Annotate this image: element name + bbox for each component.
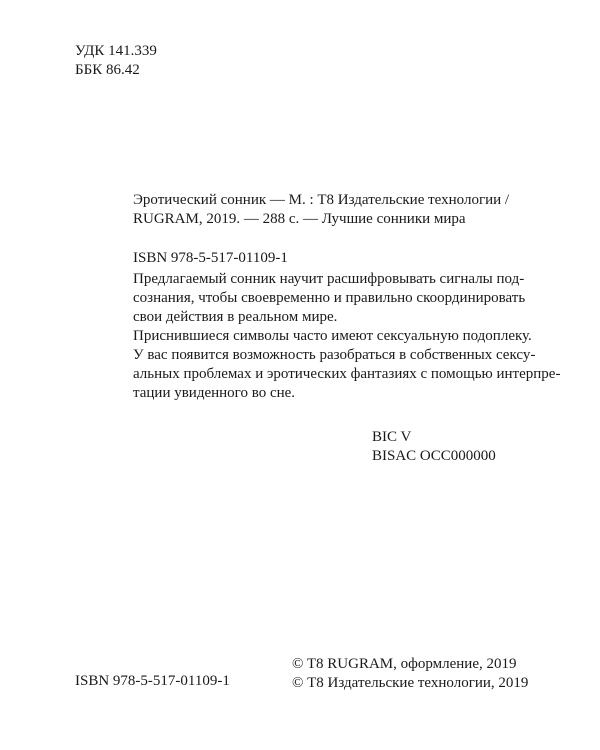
copyright-line-2: © Т8 Издательские технологии, 2019 — [292, 675, 529, 691]
annotation-p1-line-2: сознания, чтобы своевременно и правильно скоординировать — [133, 290, 526, 306]
copyright-block — [292, 655, 528, 693]
classification-codes — [372, 428, 496, 466]
annotation-p1-line-3: свои действия в реальном мире. — [133, 309, 338, 325]
bisac-code: BISAC OCC000000 — [372, 448, 496, 464]
description-line-1: Эротический сонник — М. : Т8 Издательские технологии / — [133, 192, 510, 208]
isbn-main: ISBN 978-5-517-01109-1 — [133, 250, 288, 266]
annotation-p2-line-1: Приснившиеся символы часто имеют сексуальную подоплеку. — [133, 328, 532, 344]
bibliographic-description — [133, 191, 510, 229]
annotation-p1-line-1: Предлагаемый сонник научит расшифровывать сигналы под- — [133, 271, 525, 287]
description-line-2: RUGRAM, 2019. — 288 с. — Лучшие сонники мира — [133, 211, 466, 227]
bic-code: BIC V — [372, 429, 412, 445]
udk-code: УДК 141.339 — [75, 43, 157, 59]
isbn-bottom: ISBN 978-5-517-01109-1 — [75, 673, 230, 689]
annotation-p2-line-3: альных проблемах и эротических фантазиях с помощью интерпре- — [133, 366, 561, 382]
annotation — [133, 270, 561, 403]
bbk-code: ББК 86.42 — [75, 62, 140, 78]
copyright-line-1: © T8 RUGRAM, оформление, 2019 — [292, 656, 517, 672]
annotation-p2-line-2: У вас появится возможность разобраться в собственных сексу- — [133, 347, 536, 363]
udc-bbk-block — [75, 42, 157, 80]
annotation-p2-line-4: тации увиденного во сне. — [133, 385, 296, 401]
